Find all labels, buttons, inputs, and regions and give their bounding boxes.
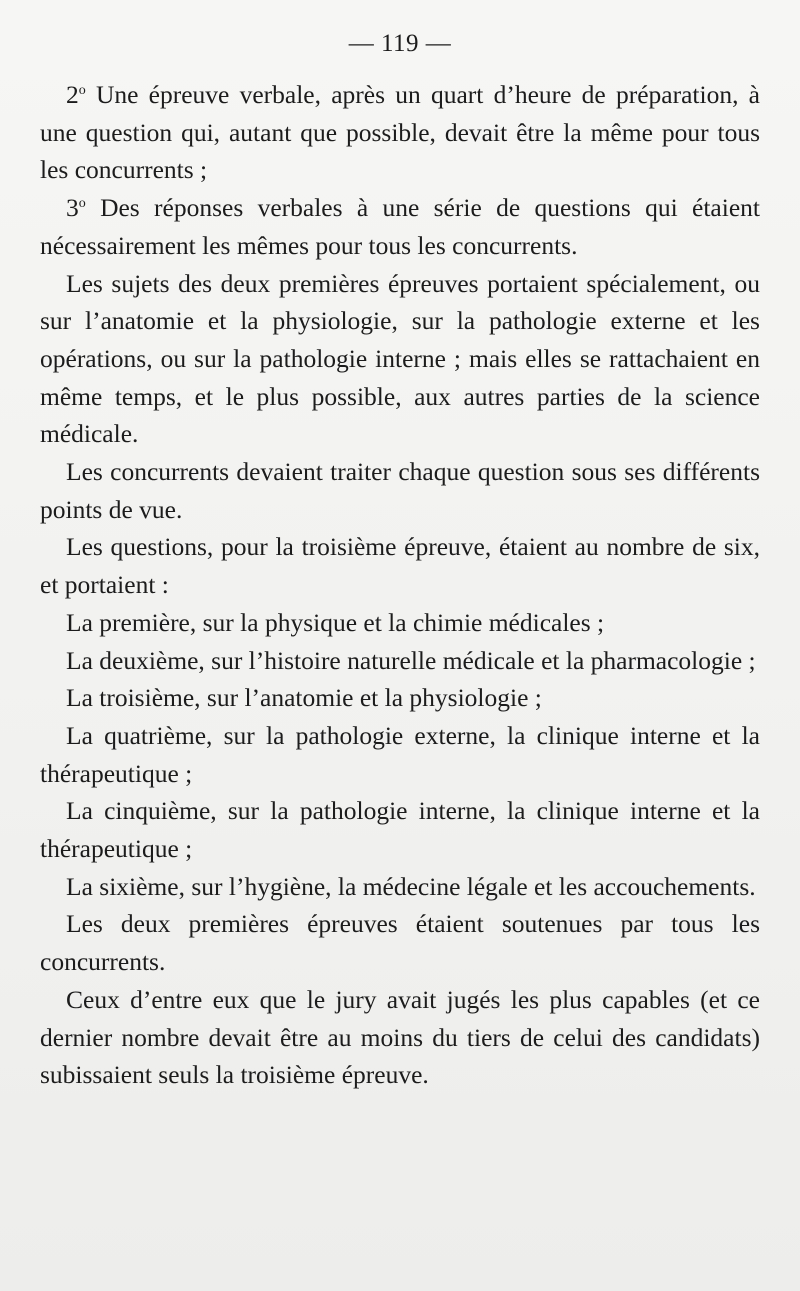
paragraph: La troisième, sur l’anatomie et la physiologie ; <box>66 683 542 713</box>
item-number: 3 <box>66 193 79 223</box>
paragraph: Les deux premières épreuves étaient soutenues par tous les concurrents. <box>40 909 760 977</box>
item-number: 2 <box>66 80 79 109</box>
body-text <box>40 76 760 1094</box>
paragraph: La première, sur la physique et la chimie médicales ; <box>66 607 605 637</box>
paragraph: La sixième, sur l’hygiène, la médecine légale et les accouchements. <box>66 871 756 901</box>
paragraph: La cinquième, sur la pathologie interne, la clinique interne et la thérapeutique ; <box>40 796 760 864</box>
paragraph-text: Une épreuve verbale, après un quart d’heure de préparation, à une question qui, autant que possible, devait être la même pour tous les concurrents ; <box>40 80 760 185</box>
paragraph: Les concurrents devaient traiter chaque question sous ses différents points de vue. <box>40 457 760 524</box>
paragraph-item-3 <box>40 189 760 264</box>
page-number: — 119 — <box>348 30 452 57</box>
paragraph: Les sujets des deux premières épreuves portaient spécialement, ou sur l’anatomie et la physiologie, sur la pathologie externe et les opérations, ou sur la pathologie interne ; mais elles se rattachaient en même temps, et le plus possible, aux autres parties de la science médicale. <box>40 268 760 449</box>
paragraph: Ceux d’entre eux que le jury avait jugés les plus capables (et ce dernier nombre devait être au moins du tiers de celui des candidats) subissaient seuls la troisième épreuve. <box>40 984 760 1090</box>
ordinal-suffix: o <box>78 83 86 98</box>
paragraph: La quatrième, sur la pathologie externe, la clinique interne et la thérapeutique ; <box>40 720 760 788</box>
ordinal-suffix: o <box>78 196 86 212</box>
paragraph: Les questions, pour la troisième épreuve, étaient au nombre de six, et portaient : <box>40 532 760 600</box>
paragraph: La deuxième, sur l’histoire naturelle médicale et la pharmacologie ; <box>66 645 756 675</box>
paragraph-text: Des réponses verbales à une série de questions qui étaient nécessairement les mêmes pour tous les concurrents. <box>40 193 760 260</box>
paragraph-item-2 <box>40 76 760 189</box>
